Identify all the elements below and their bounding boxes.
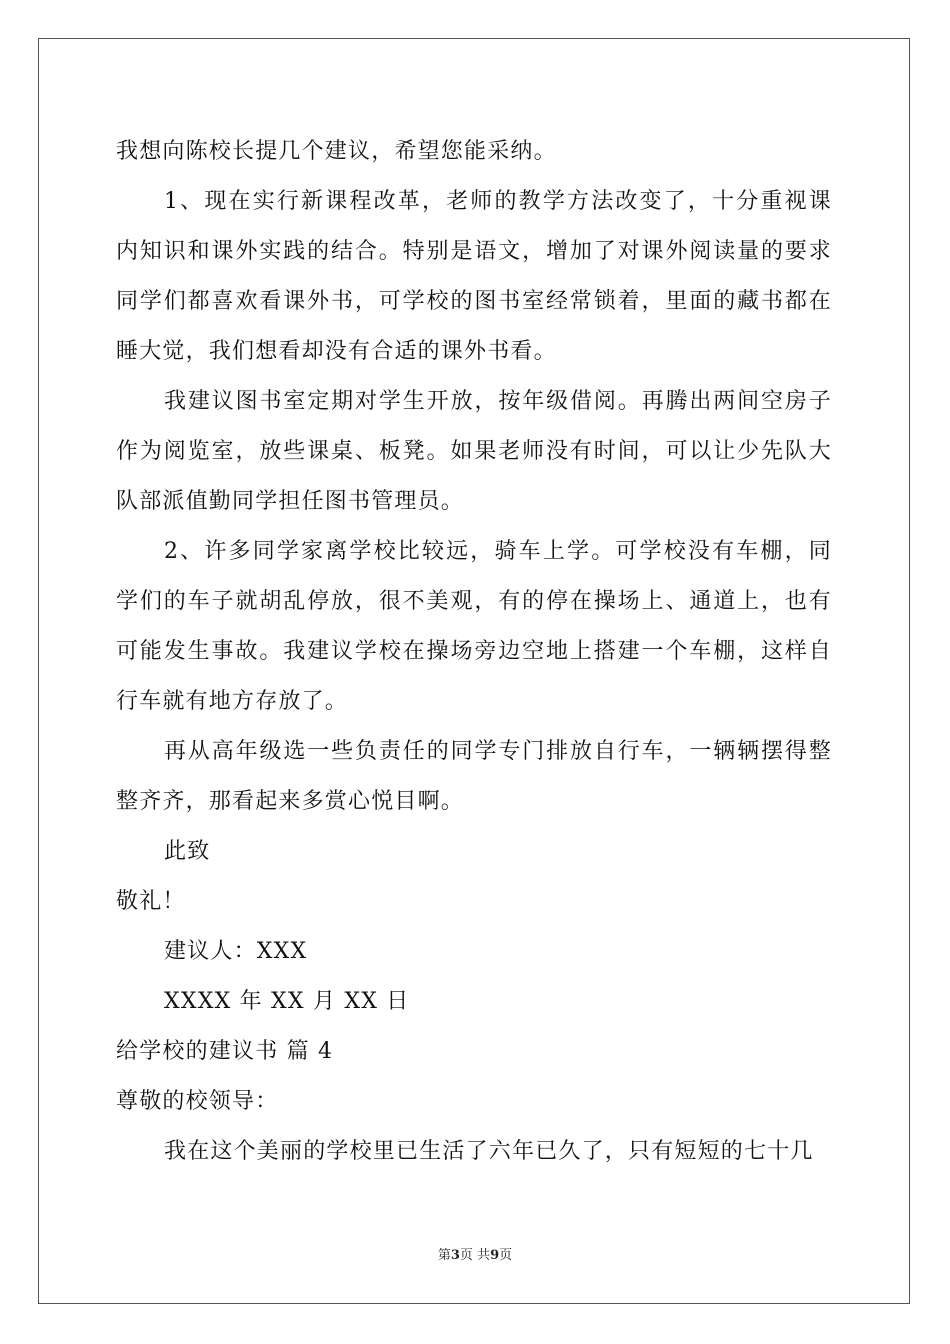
paragraph-line: 我在这个美丽的学校里已生活了六年已久了，只有短短的七十几	[164, 1139, 814, 1164]
paragraph-line: 内知识和课外实践的结合。特别是语文，增加了对课外阅读量的要求	[116, 239, 832, 264]
salutation-line: 敬礼！	[116, 889, 186, 914]
paragraph-line: 可能发生事故。我建议学校在操场旁边空地上搭建一个车棚，这样自	[116, 639, 832, 664]
paragraph-line: 2、许多同学家离学校比较远，骑车上学。可学校没有车棚，同	[164, 539, 832, 564]
signature-line: 建议人：XXX	[164, 939, 308, 964]
footer-middle: 页 共	[459, 1248, 491, 1263]
paragraph-line: 我建议图书室定期对学生开放，按年级借阅。再腾出两间空房子	[164, 389, 832, 414]
footer-suffix: 页	[499, 1248, 513, 1263]
greeting-line: 尊敬的校领导：	[116, 1089, 279, 1114]
paragraph-line: 作为阅览室，放些课桌、板凳。如果老师没有时间，可以让少先队大	[116, 439, 832, 464]
total-page-number: 9	[490, 1248, 500, 1263]
footer-prefix: 第	[437, 1248, 451, 1263]
section-heading: 给学校的建议书 篇 4	[116, 1039, 334, 1064]
paragraph-line: 学们的车子就胡乱停放，很不美观，有的停在操场上、通道上，也有	[116, 589, 832, 614]
paragraph-line: 我想向陈校长提几个建议，希望您能采纳。	[116, 139, 557, 164]
paragraph-line: 再从高年级选一些负责任的同学专门排放自行车，一辆辆摆得整	[164, 739, 832, 764]
paragraph-line: 行车就有地方存放了。	[116, 689, 349, 714]
page-footer	[0, 1248, 950, 1264]
current-page-number: 3	[450, 1248, 460, 1263]
paragraph-line: 队部派值勤同学担任图书管理员。	[116, 489, 465, 514]
salutation-line: 此致	[164, 839, 211, 864]
date-line: XXXX 年 XX 月 XX 日	[164, 989, 410, 1014]
paragraph-line: 1、现在实行新课程改革，老师的教学方法改变了，十分重视课	[164, 189, 832, 214]
paragraph-line: 整齐齐，那看起来多赏心悦目啊。	[116, 789, 465, 814]
paragraph-line: 睡大觉，我们想看却没有合适的课外书看。	[116, 339, 557, 364]
paragraph-line: 同学们都喜欢看课外书，可学校的图书室经常锁着，里面的藏书都在	[116, 289, 832, 314]
